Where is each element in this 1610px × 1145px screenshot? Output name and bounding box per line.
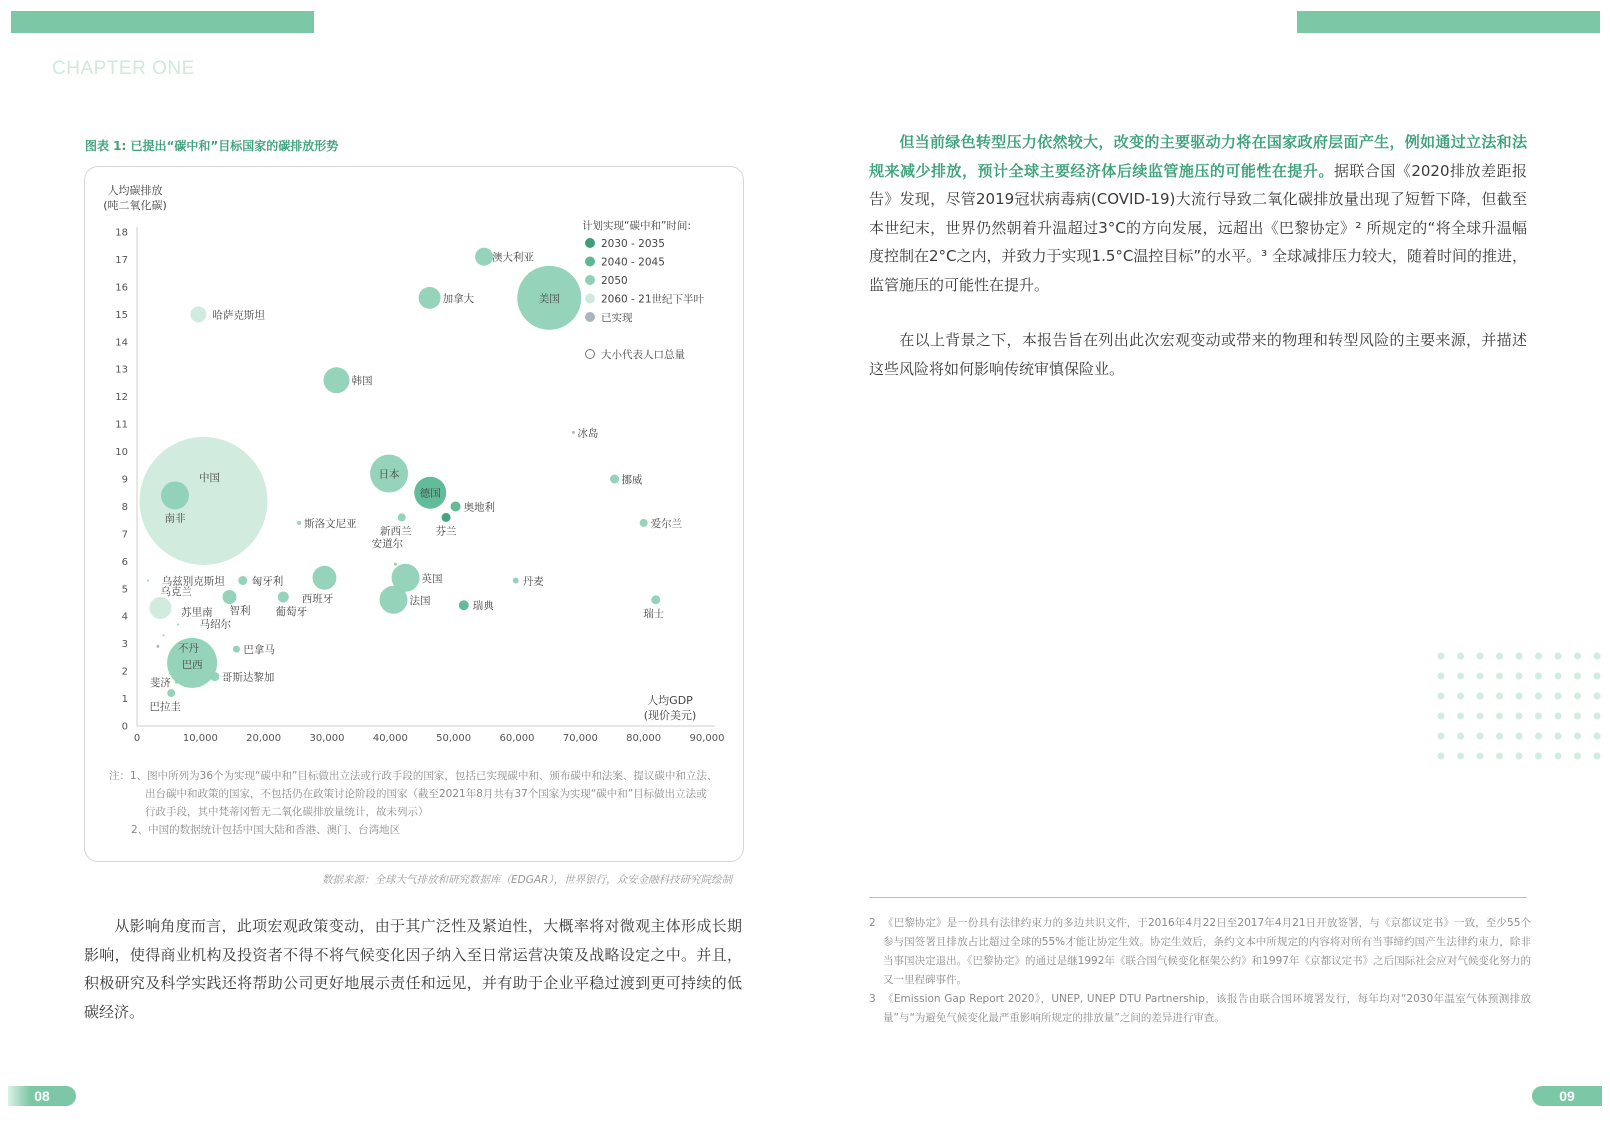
point-label: 韩国	[351, 375, 373, 388]
footnote	[869, 914, 1531, 990]
point-label: 斯洛文尼亚	[304, 517, 357, 530]
point-label: 苏里南	[181, 606, 213, 619]
decorative-dot-grid	[1435, 650, 1605, 765]
y-tick-label: 16	[115, 282, 128, 294]
footnote-divider	[869, 897, 1527, 898]
point-label: 巴拿马	[243, 644, 275, 657]
y-tick-label: 17	[115, 254, 128, 266]
data-point	[238, 576, 247, 585]
data-point	[161, 481, 189, 509]
x-axis-label: 人均GDP	[647, 694, 693, 707]
y-tick-label: 18	[115, 227, 128, 239]
decorative-dot	[1535, 753, 1542, 760]
data-point	[210, 672, 219, 681]
legend-title: 计划实现“碳中和”时间:	[582, 220, 691, 232]
footnote	[869, 990, 1531, 1028]
point-label: 安道尔	[371, 538, 404, 551]
point-label: 澳大利亚	[492, 251, 535, 264]
x-tick-label: 10,000	[182, 733, 218, 744]
data-point	[380, 586, 408, 614]
decorative-dot	[1574, 733, 1581, 740]
legend-label: 2060 - 21世纪下半叶	[601, 293, 705, 306]
y-tick-label: 13	[115, 364, 128, 376]
point-label: 丹麦	[522, 575, 544, 588]
decorative-dot	[1555, 753, 1562, 760]
x-tick-label: 40,000	[372, 733, 408, 744]
note-line: 2、中国的数据统计包括中国大陆和香港、澳门、台湾地区	[131, 824, 401, 836]
x-tick-label: 0	[133, 733, 141, 744]
footnotes	[869, 914, 1531, 1028]
y-tick-label: 5	[121, 584, 128, 596]
decorative-dot	[1477, 713, 1484, 720]
point-label: 美国	[538, 292, 560, 305]
decorative-dot	[1438, 673, 1445, 680]
point-label: 加拿大	[442, 292, 475, 305]
decorative-dot	[1477, 653, 1484, 660]
legend-size-note: 大小代表人口总量	[601, 349, 685, 361]
body-text: 在以上背景之下，本报告旨在列出此次宏观变动或带来的物理和转型风险的主要来源，并描述这些风险将如何影响传统审慎保险业。	[869, 331, 1527, 378]
y-tick-label: 2	[121, 666, 128, 678]
legend-label: 2040 - 2045	[601, 256, 665, 269]
decorative-dot	[1594, 653, 1601, 660]
decorative-dot	[1477, 673, 1484, 680]
decorative-dot	[1516, 753, 1523, 760]
y-axis-label: (吨二氧化碳)	[103, 199, 167, 212]
decorative-dot	[1535, 713, 1542, 720]
point-label: 葡萄牙	[275, 606, 308, 619]
figure-notes	[109, 767, 729, 839]
note-line: 行政手段，其中梵蒂冈暂无二氧化碳排放量统计，故未列示）	[145, 806, 429, 818]
point-label: 瑞典	[472, 600, 494, 613]
point-label: 冰岛	[577, 427, 599, 440]
legend-marker	[585, 294, 595, 304]
decorative-dot	[1555, 733, 1562, 740]
point-label: 斐济	[149, 677, 171, 690]
body-text: 据联合国《2020排放差距报告》发现，尽管2019冠状病毒病(COVID-19)大流行导致二氧化碳排放量出现了短暂下降，但截至本世纪末，世界仍然朝着升温超过3°C的方向发展，远超出《巴黎协定》² 所规定的“将全球升温幅度控制在2°C之内，并致力于实现1.5°C温控目标”的水平。³ 全球减排压力较大，随着时间的推进，监管施压的可能性在提升。	[869, 161, 1527, 294]
chart-panel	[84, 166, 744, 862]
decorative-dot	[1438, 693, 1445, 700]
point-label: 瑞士	[643, 607, 665, 620]
point-label: 奥地利	[463, 501, 496, 514]
y-tick-label: 6	[121, 556, 128, 568]
y-tick-label: 0	[121, 721, 128, 733]
point-label: 哥斯达黎加	[221, 671, 275, 684]
y-axis-label: 人均碳排放	[107, 184, 163, 197]
decorative-dot	[1555, 653, 1562, 660]
body-paragraph-right-1	[869, 128, 1527, 299]
decorative-dot	[1574, 713, 1581, 720]
point-label: 芬兰	[435, 525, 457, 538]
data-point	[394, 563, 397, 566]
data-point	[610, 475, 619, 484]
decorative-dot	[1496, 693, 1503, 700]
legend-size-marker	[586, 350, 595, 359]
decorative-dot	[1535, 673, 1542, 680]
decorative-dot	[1555, 713, 1562, 720]
data-point	[419, 287, 441, 309]
data-point	[147, 580, 149, 582]
decorative-dot	[1574, 693, 1581, 700]
header-accent-bar-right	[1297, 11, 1600, 33]
decorative-dot	[1516, 653, 1523, 660]
point-label: 哈萨克斯坦	[212, 309, 265, 322]
decorative-dot	[1438, 733, 1445, 740]
body-text: 从影响角度而言，此项宏观政策变动，由于其广泛性及紧迫性，大概率将对微观主体形成长期影响，使得商业机构及投资者不得不将气候变化因子纳入至日常运营决策及战略设定之中。并且，积极研究及科学实践还将帮助公司更好地展示责任和远见，并有助于企业平稳过渡到更可持续的低碳经济。	[84, 917, 742, 1021]
point-label: 挪威	[621, 474, 643, 486]
data-point	[167, 689, 175, 697]
decorative-dot	[1477, 693, 1484, 700]
data-point	[572, 431, 575, 434]
data-point	[442, 513, 451, 522]
decorative-dot	[1516, 673, 1523, 680]
decorative-dot	[1496, 653, 1503, 660]
decorative-dot	[1574, 653, 1581, 660]
figure-title: 图表 1: 已提出“碳中和”目标国家的碳排放形势	[85, 139, 339, 153]
decorative-dot	[1594, 693, 1601, 700]
note-line: 出台碳中和政策的国家，不包括仍在政策讨论阶段的国家（截至2021年8月共有37个国家为实现“碳中和”目标做出立法或	[145, 788, 707, 800]
data-point	[222, 590, 236, 604]
footnote-text: 《Emission Gap Report 2020》，UNEP, UNEP DTU Partnership，该报告由联合国环境署发行，每年均对“2030年温室气体预测排放量”与“为避免气候变化最严重影响所规定的排放量”之间的差异进行审查。	[883, 993, 1531, 1024]
decorative-dot	[1438, 713, 1445, 720]
legend-label: 2050	[601, 275, 628, 287]
x-tick-label: 20,000	[246, 733, 282, 744]
x-tick-label: 30,000	[309, 733, 345, 744]
data-point	[233, 646, 240, 653]
point-label: 不丹	[177, 642, 199, 655]
data-point	[312, 566, 336, 590]
page-number-right: 09	[1532, 1086, 1602, 1106]
point-label: 乌克兰	[160, 585, 192, 598]
footnote-number: 2	[869, 917, 876, 929]
data-point	[156, 645, 159, 648]
decorative-dot	[1496, 673, 1503, 680]
y-tick-label: 14	[115, 337, 128, 349]
body-paragraph-left	[84, 912, 742, 1026]
legend-label: 2030 - 2035	[601, 238, 665, 250]
point-label: 法国	[409, 594, 431, 607]
page-number-fade	[0, 1086, 30, 1106]
highlight-text: 但当前绿色转型压力依然较大，改变的主要驱动力将在国家政府层面产生，例如通过立法和法规来减少排放，预计全球主要经济体后续监管施压的可能性在提升。	[869, 133, 1527, 180]
decorative-dot	[1516, 733, 1523, 740]
data-point	[459, 600, 469, 610]
decorative-dot	[1535, 653, 1542, 660]
decorative-dot	[1457, 653, 1464, 660]
figure-source: 数据来源：全球大气排放和研究数据库（EDGAR），世界银行，众安金融科技研究院绘制	[322, 874, 733, 886]
point-label: 匈牙利	[251, 575, 284, 588]
data-point	[475, 248, 493, 266]
decorative-dot	[1516, 693, 1523, 700]
decorative-dot	[1457, 713, 1464, 720]
data-point	[297, 521, 301, 525]
y-tick-label: 4	[121, 611, 128, 623]
x-tick-label: 60,000	[499, 733, 535, 744]
point-label: 德国	[419, 487, 441, 500]
point-label: 中国	[199, 471, 220, 484]
point-label: 南非	[164, 512, 186, 525]
y-tick-label: 3	[121, 639, 128, 651]
data-point	[651, 595, 660, 604]
point-label: 新西兰	[379, 525, 412, 538]
decorative-dot	[1594, 753, 1601, 760]
y-tick-label: 1	[121, 694, 128, 706]
header-accent-bar-left	[11, 11, 314, 33]
data-point	[640, 519, 648, 527]
decorative-dot	[1438, 753, 1445, 760]
decorative-dot	[1535, 693, 1542, 700]
data-point	[324, 367, 350, 393]
data-point	[177, 623, 179, 625]
point-label: 智利	[229, 605, 251, 618]
data-point	[175, 681, 178, 684]
y-tick-label: 9	[121, 474, 128, 486]
decorative-dot	[1496, 713, 1503, 720]
bubble-chart	[85, 167, 743, 767]
decorative-dot	[1457, 673, 1464, 680]
data-point	[513, 578, 519, 584]
x-tick-label: 90,000	[689, 733, 725, 744]
y-tick-label: 10	[115, 447, 128, 459]
legend-label: 已实现	[601, 312, 633, 324]
decorative-dot	[1555, 693, 1562, 700]
decorative-dot	[1574, 753, 1581, 760]
data-point	[163, 634, 165, 636]
data-point	[398, 513, 406, 521]
footnote-number: 3	[869, 993, 876, 1005]
body-paragraph-right-2	[869, 326, 1527, 383]
data-point	[451, 501, 461, 511]
legend-marker	[585, 312, 595, 322]
decorative-dot	[1594, 733, 1601, 740]
data-point	[140, 437, 268, 565]
point-label: 英国	[421, 572, 443, 585]
footnote-text: 《巴黎协定》是一份具有法律约束力的多边共识文件，于2016年4月22日至2017年4月21日开放签署，与《京都议定书》一致，至少55个参与国签署且排放占比超过全球的55%才能让协定生效。协定生效后，条约文本中所规定的内容将对所有当事缔约国产生法律约束力，除非当事国决定退出。《巴黎协定》的通过是继1992年《联合国气候变化框架公约》和1997年《京都议定书》之后国际社会应对气候变化努力的又一里程碑事件。	[883, 917, 1531, 986]
decorative-dot	[1457, 733, 1464, 740]
point-label: 西班牙	[301, 592, 334, 605]
decorative-dot	[1555, 673, 1562, 680]
point-label: 日本	[378, 468, 400, 481]
point-label: 乌兹别克斯坦	[161, 575, 225, 588]
decorative-dot	[1477, 753, 1484, 760]
y-tick-label: 8	[121, 501, 128, 513]
legend-marker	[585, 275, 595, 285]
page-number-left: 08	[8, 1086, 76, 1106]
data-point	[149, 597, 171, 619]
decorative-dot	[1535, 733, 1542, 740]
legend-marker	[585, 257, 595, 267]
decorative-dot	[1516, 713, 1523, 720]
decorative-dot	[1594, 673, 1601, 680]
point-label: 巴西	[181, 658, 203, 671]
note-line: 注：1、图中所列为36个为实现“碳中和”目标做出立法或行政手段的国家，包括已实现碳中和、颁布碳中和法案、提议碳中和立法、	[109, 770, 718, 782]
point-label: 爱尔兰	[650, 517, 683, 530]
x-tick-label: 50,000	[436, 733, 472, 744]
decorative-dot	[1496, 753, 1503, 760]
decorative-dot	[1438, 653, 1445, 660]
decorative-dot	[1457, 753, 1464, 760]
chapter-label: CHAPTER ONE	[52, 58, 195, 79]
x-axis-label: (现价美元)	[643, 709, 697, 722]
y-tick-label: 12	[115, 392, 128, 404]
y-tick-label: 15	[115, 309, 128, 321]
decorative-dot	[1477, 733, 1484, 740]
decorative-dot	[1594, 713, 1601, 720]
x-tick-label: 70,000	[562, 733, 598, 744]
decorative-dot	[1457, 693, 1464, 700]
point-label: 巴拉圭	[149, 701, 181, 714]
decorative-dot	[1496, 733, 1503, 740]
y-tick-label: 7	[121, 529, 128, 541]
y-tick-label: 11	[115, 419, 128, 431]
x-tick-label: 80,000	[626, 733, 662, 744]
point-label: 马绍尔	[199, 618, 232, 631]
data-point	[278, 592, 289, 603]
legend-marker	[585, 238, 595, 248]
data-point	[190, 306, 206, 322]
decorative-dot	[1574, 673, 1581, 680]
